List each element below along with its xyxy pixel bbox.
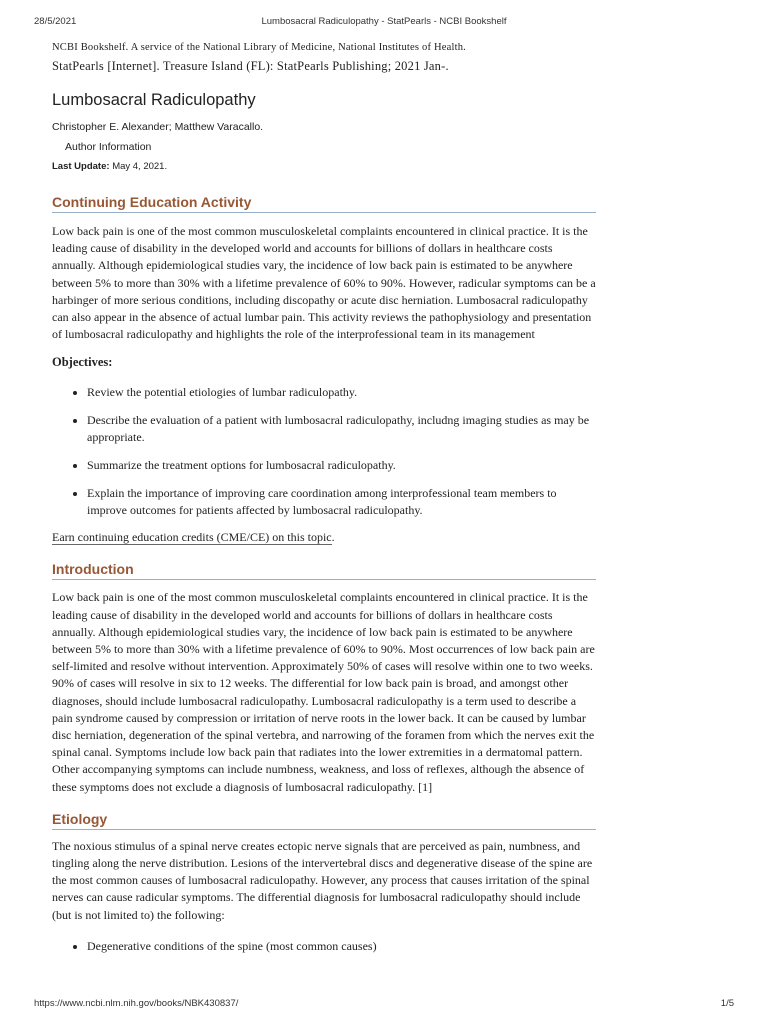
authors: Christopher E. Alexander; Matthew Varacallo. xyxy=(52,121,264,133)
last-update xyxy=(52,161,596,172)
print-doc-title: Lumbosacral Radiculopathy - StatPearls - NCBI Bookshelf xyxy=(261,16,507,27)
etiology-list xyxy=(52,938,596,955)
print-footer xyxy=(34,998,734,1012)
article-content xyxy=(52,40,596,955)
objectives-list xyxy=(52,384,596,519)
etiology-paragraph: The noxious stimulus of a spinal nerve creates ectopic nerve signals that are perceived as pain, numbness, and tingling along the nerve distribution. Lesions of the intervertebral discs and degenerative disease of the spine are the most common causes of lumbosacral radiculopathy. However, any process that causes irritation of the spinal nerves can cause radicular symptoms. The differential diagnosis for lumbosacral radiculopathy should include (but is not limited to) the following: xyxy=(52,838,593,922)
objective-item: • Explain the importance of improving care coordination among interprofessional team members to improve outcomes for patients affected by lumbosacral radiculopathy. xyxy=(87,485,596,519)
print-header xyxy=(34,16,734,30)
cme-line xyxy=(52,530,596,545)
last-update-label: Last Update: xyxy=(52,161,110,172)
etiology-list-item: • Degenerative conditions of the spine (most common causes) xyxy=(87,938,596,955)
section-continuing xyxy=(52,194,596,545)
page-title: Lumbosacral Radiculopathy xyxy=(52,91,256,109)
author-information-link[interactable]: Author Information xyxy=(65,141,152,153)
section-introduction xyxy=(52,561,596,795)
section-heading-continuing: Continuing Education Activity xyxy=(52,194,596,213)
print-date: 28/5/2021 xyxy=(34,16,77,27)
bookshelf-line: NCBI Bookshelf. A service of the National Library of Medicine, National Institutes of Health. xyxy=(52,42,467,53)
objective-item: • Describe the evaluation of a patient with lumbosacral radiculopathy, includng imaging studies as may be appropriate. xyxy=(87,412,596,446)
section-etiology xyxy=(52,811,596,955)
citation: StatPearls [Internet]. Treasure Island (FL): StatPearls Publishing; 2021 Jan-. xyxy=(52,59,449,73)
introduction-paragraph: Low back pain is one of the most common musculoskeletal complaints encountered in clinical practice. It is the leading cause of disability in the developed world and accounts for billions of dollars in healthcare costs annually. Although epidemiological studies vary, the incidence of low back pain is estimated to be anywhere between 5% to more than 30% with a lifetime prevalence of 60% to 90%. Most occurrences of low back pain are self-limited and resolve without intervention. Approximately 50% of cases will resolve within one to two weeks. 90% of cases will resolve in six to 12 weeks. The differential for low back pain is broad, and amongst other diagnoses, should include lumbosacral radiculopathy. Lumbosacral radiculopathy is a term used to describe a pain syndrome caused by compression or irritation of nerve roots in the lower back. It can be caused by lumbar disc herniation, degeneration of the spinal vertebra, and narrowing of the foramen from which the nerves exit the spinal canal. Symptoms include low back pain that radiates into the lower extremities in a dermatomal pattern. Other accompanying symptoms can include numbness, weakness, and loss of reflexes, although the absence of these symptoms does not exclude a diagnosis of lumbosacral radiculopathy. [1] xyxy=(52,590,595,794)
cme-period: . xyxy=(331,530,335,545)
section-heading-introduction: Introduction xyxy=(52,561,596,580)
page-number: 1/5 xyxy=(720,998,734,1009)
cme-link[interactable]: Earn continuing education credits (CME/CE) on this topic xyxy=(52,530,332,545)
last-update-date: May 4, 2021. xyxy=(112,161,168,172)
objectives-label: Objectives: xyxy=(52,355,113,370)
objective-item: • Summarize the treatment options for lumbosacral radiculopathy. xyxy=(87,457,596,474)
section-heading-etiology: Etiology xyxy=(52,811,596,830)
objective-item: • Review the potential etiologies of lumbar radiculopathy. xyxy=(87,384,596,401)
print-url: https://www.ncbi.nlm.nih.gov/books/NBK430837/ xyxy=(34,998,239,1009)
continuing-paragraph: Low back pain is one of the most common musculoskeletal complaints encountered in clinical practice. It is the leading cause of disability in the developed world and accounts for billions of dollars in healthcare costs annually. Although epidemiological studies vary, the incidence of low back pain is estimated to be anywhere between 5% to more than 30% with a lifetime prevalence of 60% to 90%. However, radicular symptoms can be a harbinger of more serious conditions, including discopathy or acute disc herniation. Lumbosacral radiculopathy can also appear in the absence of actual lumbar pain. This activity reviews the pathophysiology and presentation of lumbosacral radiculopathy and highlights the role of the interprofessional team in its management xyxy=(52,224,596,342)
